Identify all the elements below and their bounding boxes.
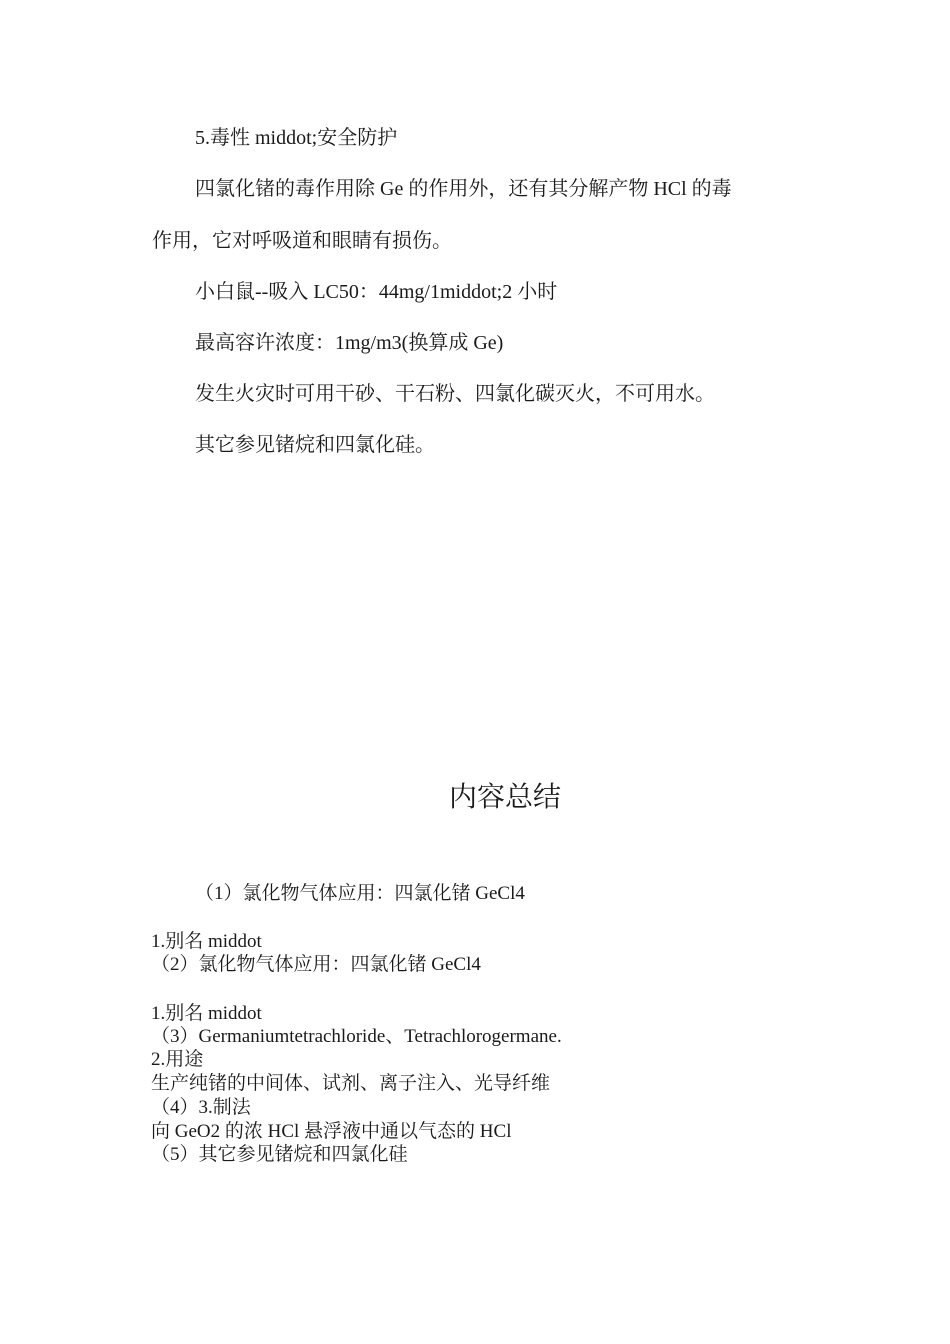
summary-line: （1）氯化物气体应用：四氯化锗 GeCl4: [195, 883, 525, 904]
section-heading: 5.毒性 middot;安全防护: [195, 127, 398, 149]
see-also-line: 其它参见锗烷和四氯化硅。: [195, 434, 435, 456]
summary-line: 生产纯锗的中间体、试剂、离子注入、光导纤维: [151, 1073, 551, 1094]
summary-line: 向 GeO2 的浓 HCl 悬浮液中通以气态的 HCl: [151, 1121, 512, 1142]
fire-line: 发生火灾时可用干砂、干石粉、四氯化碳灭火，不可用水。: [195, 383, 715, 405]
paragraph-line: 四氯化锗的毒作用除 Ge 的作用外，还有其分解产物 HCl 的毒: [195, 178, 732, 200]
summary-line: 2.用途: [151, 1049, 204, 1070]
paragraph-line: 作用，它对呼吸道和眼睛有损伤。: [152, 230, 452, 252]
summary-line: 1.别名 middot: [151, 931, 262, 952]
max-concentration-line: 最高容许浓度：1mg/m3(换算成 Ge): [195, 332, 504, 354]
summary-title: 内容总结: [448, 782, 561, 813]
summary-line: （4）3.制法: [151, 1097, 251, 1118]
summary-line: （2）氯化物气体应用：四氯化锗 GeCl4: [151, 954, 481, 975]
summary-line: （5）其它参见锗烷和四氯化硅: [151, 1144, 408, 1165]
summary-line: （3）Germaniumtetrachloride、Tetrachlorogermane.: [151, 1026, 562, 1047]
lc50-line: 小白鼠--吸入 LC50：44mg/1middot;2 小时: [195, 281, 558, 303]
summary-line: 1.别名 middot: [151, 1003, 262, 1024]
